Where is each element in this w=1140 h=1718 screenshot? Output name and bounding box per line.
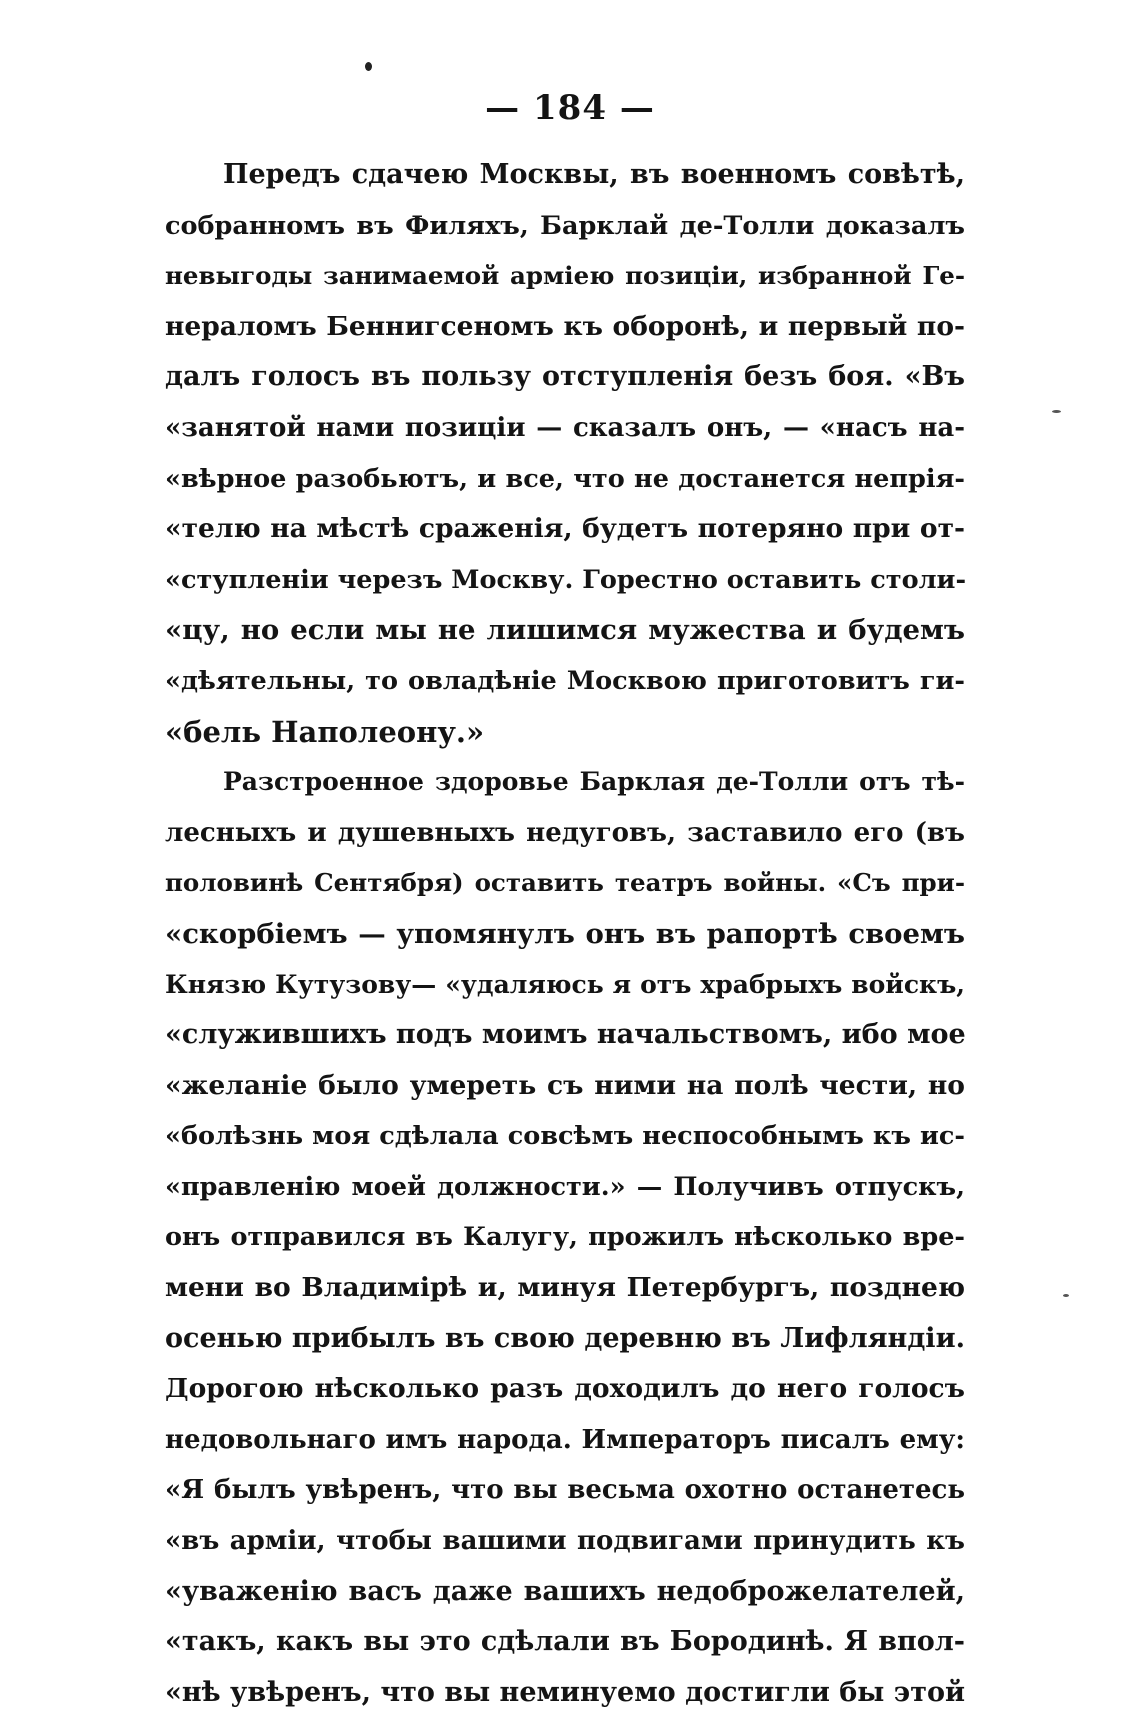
text-line: «правленію моей должности.» — Получивъ отпускъ,	[165, 1171, 965, 1202]
text-line: «Я былъ увѣренъ, что вы весьма охотно останетесь	[165, 1475, 965, 1506]
text-line: далъ голосъ въ пользу отступленія безъ боя. «Въ	[165, 361, 965, 393]
text-line: «бель Наполеону.»	[165, 714, 485, 749]
paragraph	[165, 757, 965, 1718]
text-line: недовольнаго имъ народа. Императоръ писалъ ему:	[165, 1424, 965, 1455]
text-line: невыгоды занимаемой арміею позиціи, избранной Ге-	[165, 261, 965, 291]
scan-speck	[1063, 1294, 1069, 1297]
text-line: «вѣрное разобьютъ, и все, что не достанется непрія-	[165, 463, 965, 494]
text-line: Князю Кутузову— «удаляюсь я отъ храбрыхъ войскъ,	[165, 969, 965, 999]
text-line: «телю на мѣстѣ сраженія, будетъ потеряно при от-	[165, 513, 965, 545]
text-line: половинѣ Сентября) оставить театръ войны. «Съ при-	[165, 868, 965, 898]
text-line: «служившихъ подъ моимъ начальствомъ, ибо мое	[165, 1019, 966, 1051]
text-line: «нѣ увѣренъ, что вы неминуемо достигли бы этой	[165, 1676, 965, 1708]
text-line: мени во Владимірѣ и, минуя Петербургъ, позднею	[165, 1272, 965, 1304]
text-line: Передъ сдачею Москвы, въ военномъ совѣтѣ,	[223, 159, 965, 190]
body-text	[165, 150, 965, 1718]
scan-speck	[1052, 410, 1061, 413]
text-line: «дѣятельны, то овладѣніе Москвою приготовитъ ги-	[165, 665, 965, 696]
text-line: «скорбіемъ — упомянулъ онъ въ рапортѣ своемъ	[165, 917, 965, 950]
text-line: «ступленіи черезъ Москву. Горестно оставить столи-	[165, 564, 967, 595]
text-line: «болѣзнь моя сдѣлала совсѣмъ неспособнымъ къ ис-	[165, 1121, 965, 1152]
text-line: «цу, но если мы не лишимся мужества и будемъ	[165, 614, 965, 647]
text-line: нераломъ Беннигсеномъ къ оборонѣ, и первый по-	[165, 310, 965, 342]
text-line: осенью прибылъ въ свою деревню въ Лифляндіи.	[165, 1322, 965, 1354]
text-line: онъ отправился въ Калугу, прожилъ нѣсколько вре-	[165, 1222, 965, 1253]
text-line: «занятой нами позиціи — сказалъ онъ, — «насъ на-	[165, 412, 965, 443]
paragraph	[165, 150, 965, 757]
scan-speck	[365, 62, 372, 71]
text-line: Разстроенное здоровье Барклая де-Толли отъ тѣ-	[223, 767, 965, 797]
text-line: «уваженію васъ даже вашихъ недоброжелателей,	[165, 1575, 965, 1607]
text-line: «въ арміи, чтобы вашими подвигами принудить къ	[165, 1526, 965, 1557]
text-line: собранномъ въ Филяхъ, Барклай де-Толли доказалъ	[165, 210, 965, 241]
text-line: «такъ, какъ вы это сдѣлали въ Бородинѣ. Я впол-	[165, 1626, 965, 1658]
page-number: — 184 —	[485, 88, 655, 128]
text-line: «желаніе было умереть съ ними на полѣ чести, но	[165, 1069, 965, 1101]
text-line: Дорогою нѣсколько разъ доходилъ до него голосъ	[165, 1373, 965, 1405]
text-line: лесныхъ и душевныхъ недуговъ, заставило его (въ	[165, 817, 965, 848]
